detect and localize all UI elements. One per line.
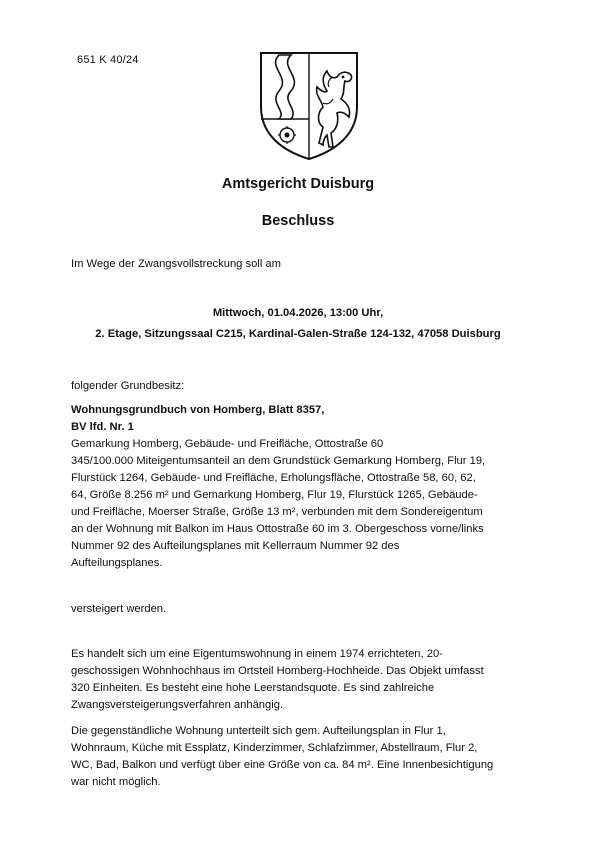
auction-phrase: versteigert werden. <box>71 603 167 615</box>
property-line: Flurstück 1264, Gebäude- und Freifläche, Erholungsfläche, Ottostraße 58, 60, 62, <box>71 472 476 484</box>
paragraph-1-line: Es handelt sich um eine Eigentumswohnung in einem 1974 errichteten, 20- <box>71 648 443 660</box>
paragraph-2-line: war nicht möglich. <box>71 776 161 788</box>
appointment-location: 2. Etage, Sitzungssaal C215, Kardinal-Galen-Straße 124-132, 47058 Duisburg <box>95 328 501 340</box>
appointment-date: Mittwoch, 01.04.2026, 13:00 Uhr, <box>212 307 384 319</box>
nrw-coat-of-arms-icon <box>257 47 361 163</box>
court-name: Amtsgericht Duisburg <box>221 176 375 192</box>
property-register: Wohnungsgrundbuch von Homberg, Blatt 8357, <box>71 404 325 416</box>
file-reference: 651 K 40/24 <box>77 54 139 66</box>
property-line: an der Wohnung mit Balkon im Haus Ottostraße 60 im 3. Obergeschoss vorne/links <box>71 523 484 535</box>
property-intro: folgender Grundbesitz: <box>71 380 185 392</box>
intro-text: Im Wege der Zwangsvollstreckung soll am <box>71 258 281 270</box>
paragraph-2-line: Wohnraum, Küche mit Essplatz, Kinderzimmer, Schlafzimmer, Abstellraum, Flur 2, <box>71 742 478 754</box>
paragraph-1-line: 320 Einheiten. Es besteht eine hohe Leerstandsquote. Es sind zahlreiche <box>71 682 435 694</box>
document-type: Beschluss <box>261 213 335 229</box>
paragraph-2-line: WC, Bad, Balkon und verfügt über eine Größe von ca. 84 m². Eine Innenbesichtigung <box>71 759 494 771</box>
property-line: Nummer 92 des Aufteilungsplanes mit Kellerraum Nummer 92 des <box>71 540 400 552</box>
property-line: und Freifläche, Moerser Straße, Größe 13 m², verbunden mit dem Sondereigentum <box>71 506 483 518</box>
property-line: Gemarkung Homberg, Gebäude- und Freifläche, Ottostraße 60 <box>71 438 384 450</box>
property-line: Aufteilungsplanes. <box>71 557 163 569</box>
paragraph-1-line: geschossigen Wohnhochhaus im Ortsteil Homberg-Hochheide. Das Objekt umfasst <box>71 665 484 677</box>
paragraph-1-line: Zwangsversteigerungsverfahren anhängig. <box>71 699 284 711</box>
paragraph-2-line: Die gegenständliche Wohnung unterteilt sich gem. Aufteilungsplan in Flur 1, <box>71 725 446 737</box>
property-line: 345/100.000 Miteigentumsanteil an dem Grundstück Gemarkung Homberg, Flur 19, <box>71 455 486 467</box>
property-item: BV lfd. Nr. 1 <box>71 421 134 433</box>
property-line: 64, Größe 8.256 m² und Gemarkung Homberg, Flur 19, Flurstück 1265, Gebäude- <box>71 489 478 501</box>
